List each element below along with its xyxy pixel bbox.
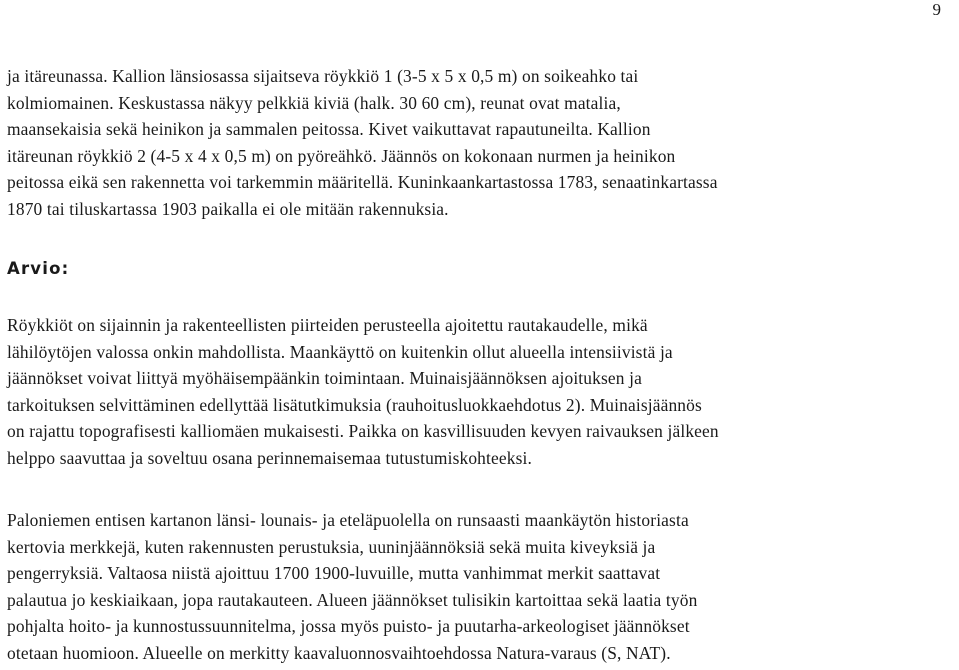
paragraph-assessment: Röykkiöt on sijainnin ja rakenteellisten piirteiden perusteella ajoitettu rautakaudelle, mikä lähilöytöjen valossa onkin mahdollista. Maankäyttö on kuitenkin ollut alueella intensiivistä ja jäännökset voivat liittyä myöhäisempäänkin toimintaan. Muinaisjäännöksen ajoituksen ja tarkoituksen selvittäminen edellyttää lisätutkimuksia (rauhoitusluokkaehdotus 2). Muinaisjäännös on rajattu topografisesti kalliomäen mukaisesti. Paikka on kasvillisuuden kevyen raivauksen jälkeen helppo saavuttaa ja soveltuu osana perinnemaisemaa tutustumiskohteeksi. [7, 315, 719, 468]
paragraph-manor-history: Paloniemen entisen kartanon länsi- lounais- ja eteläpuolella on runsaasti maankäytön historiasta kertovia merkkejä, kuten rakennusten perustuksia, uuninjäännöksiä sekä muita kiveyksiä ja pengerryksiä. Valtaosa niistä ajoittuu 1700 1900-luvuille, mutta vanhimmat merkit saattavat palautua jo keskiaikaan, jopa rautakauteen. Alueen jäännökset tulisikin kartoittaa sekä laatia työn pohjalta hoito- ja kunnostussuunnitelma, jossa myös puisto- ja puutarha-arkeologiset jäännökset otetaan huomioon. Alueelle on merkitty kaavaluonnosvaihtoehdossa Natura-varaus (S, NAT). [7, 510, 698, 663]
section-heading-arvio: Arvio: [7, 259, 70, 278]
page-number: 9 [932, 0, 941, 19]
paragraph-site-description: ja itäreunassa. Kallion länsiosassa sijaitseva röykkiö 1 (3-5 x 5 x 0,5 m) on soikeahko tai kolmiomainen. Keskustassa näkyy pelkkiä kiviä (halk. 30 60 cm), reunat ovat matalia, maansekaisia sekä heinikon ja sammalen peitossa. Kivet vaikuttavat rapautuneilta. Kallion itäreunan röykkiö 2 (4-5 x 4 x 0,5 m) on pyöreähkö. Jäännös on kokonaan nurmen ja heinikon peitossa eikä sen rakennetta voi tarkemmin määritellä. Kuninkaankartastossa 1783, senaatinkartassa 1870 tai tiluskartassa 1903 paikalla ei ole mitään rakennuksia. [7, 66, 718, 219]
